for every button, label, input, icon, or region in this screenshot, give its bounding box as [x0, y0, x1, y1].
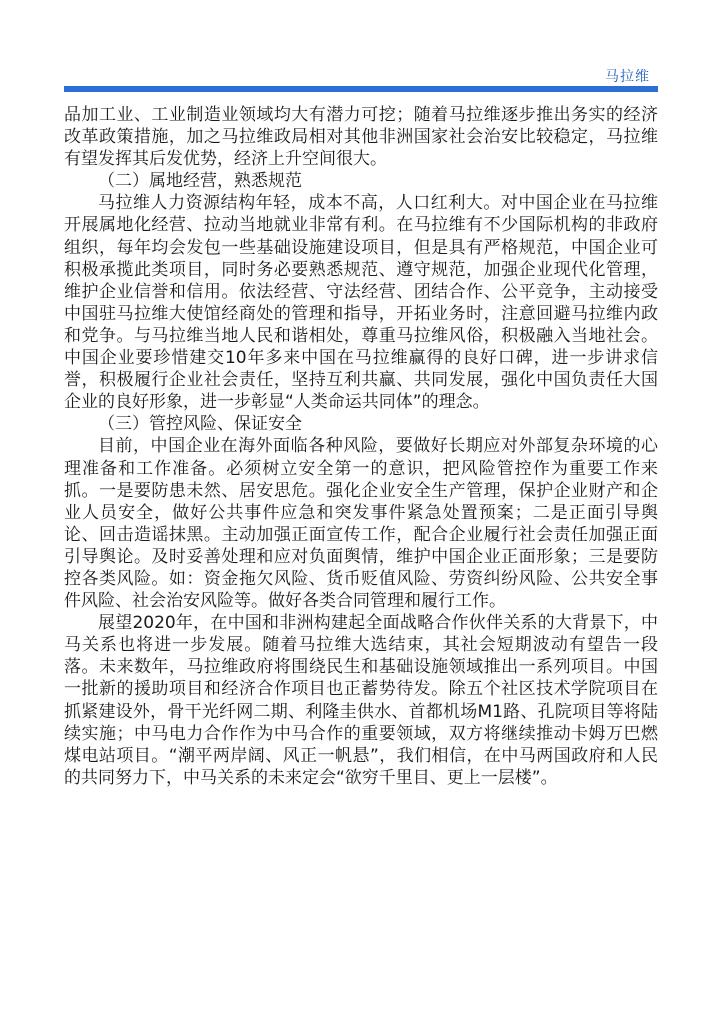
paragraph-outlook-2020: 展望2020年，在中国和非洲构建起全面战略合作伙伴关系的大背景下，中马关系也将进一步发展。随着马拉维大选结束，其社会短期波动有望告一段落。未来数年，马拉维政府将围绕民生和基础设施领域推出一系列项目。中国一批新的援助项目和经济合作项目也正蓄势待发。除五个社区技术学院项目在抓紧建设外，骨干光纤网二期、利隆圭供水、首都机场M1路、孔院项目等将陆续实施；中马电力合作作为中马合作的重要领域，双方将继续推动卡姆万巴燃煤电站项目。“潮平两岸阔、风正一帆悬”，我们相信，在中马两国政府和人民的共同努力下，中马关系的未来定会“欲穷千里目、更上一层楼”。: [64, 613, 658, 788]
subheading-localization: （二）属地经营，熟悉规范: [98, 171, 302, 192]
subheading-risk-control: （三）管控风险、保证安全: [98, 414, 302, 435]
paragraph-continuation: 品加工业、工业制造业领域均大有潜力可挖；随着马拉维逐步推出务实的经济改革政策措施，加之马拉维政局相对其他非洲国家社会治安比较稳定，马拉维有望发挥其后发优势，经济上升空间很大。: [64, 105, 658, 170]
header-title: 马拉维: [605, 69, 650, 85]
body-text: [64, 104, 658, 789]
paragraph-risk-control: 目前，中国企业在海外面临各种风险，要做好长期应对外部复杂环境的心理准备和工作准备。必须树立安全第一的意识，把风险管控作为重要工作来抓。一是要防患未然、居安思危。强化企业安全生产管理，保护企业财产和企业人员安全，做好公共事件应急和突发事件紧急处置预案；二是正面引导舆论、回击造谣抹黑。主动加强正面宣传工作，配合企业履行社会责任加强正面引导舆论。及时妥善处理和应对负面舆情，维护中国企业正面形象；三是要防控各类风险。如：资金拖欠风险、货币贬值风险、劳资纠纷风险、公共安全事件风险、社会治安风险等。做好各类合同管理和履行工作。: [64, 436, 658, 612]
paragraph-localization: 马拉维人力资源结构年轻，成本不高，人口红利大。对中国企业在马拉维开展属地化经营、拉动当地就业非常有利。在马拉维有不少国际机构的非政府组织，每年均会发包一些基础设施建设项目，但是具有严格规范，中国企业可积极承揽此类项目，同时务必要熟悉规范、遵守规范，加强企业现代化管理，维护企业信誉和信用。依法经营、守法经营、团结合作、公平竞争，主动接受中国驻马拉维大使馆经商处的管理和指导，开拓业务时，注意回避马拉维内政和党争。与马拉维当地人民和谐相处，尊重马拉维风俗，积极融入当地社会。中国企业要珍惜建交10年多来中国在马拉维赢得的良好口碑，进一步讲求信誉，积极履行企业社会责任，坚持互利共赢、共同发展，强化中国负责任大国企业的良好形象，进一步彰显“人类命运共同体”的理念。: [64, 193, 658, 413]
header-rule: [64, 86, 658, 92]
running-header: [64, 58, 658, 90]
